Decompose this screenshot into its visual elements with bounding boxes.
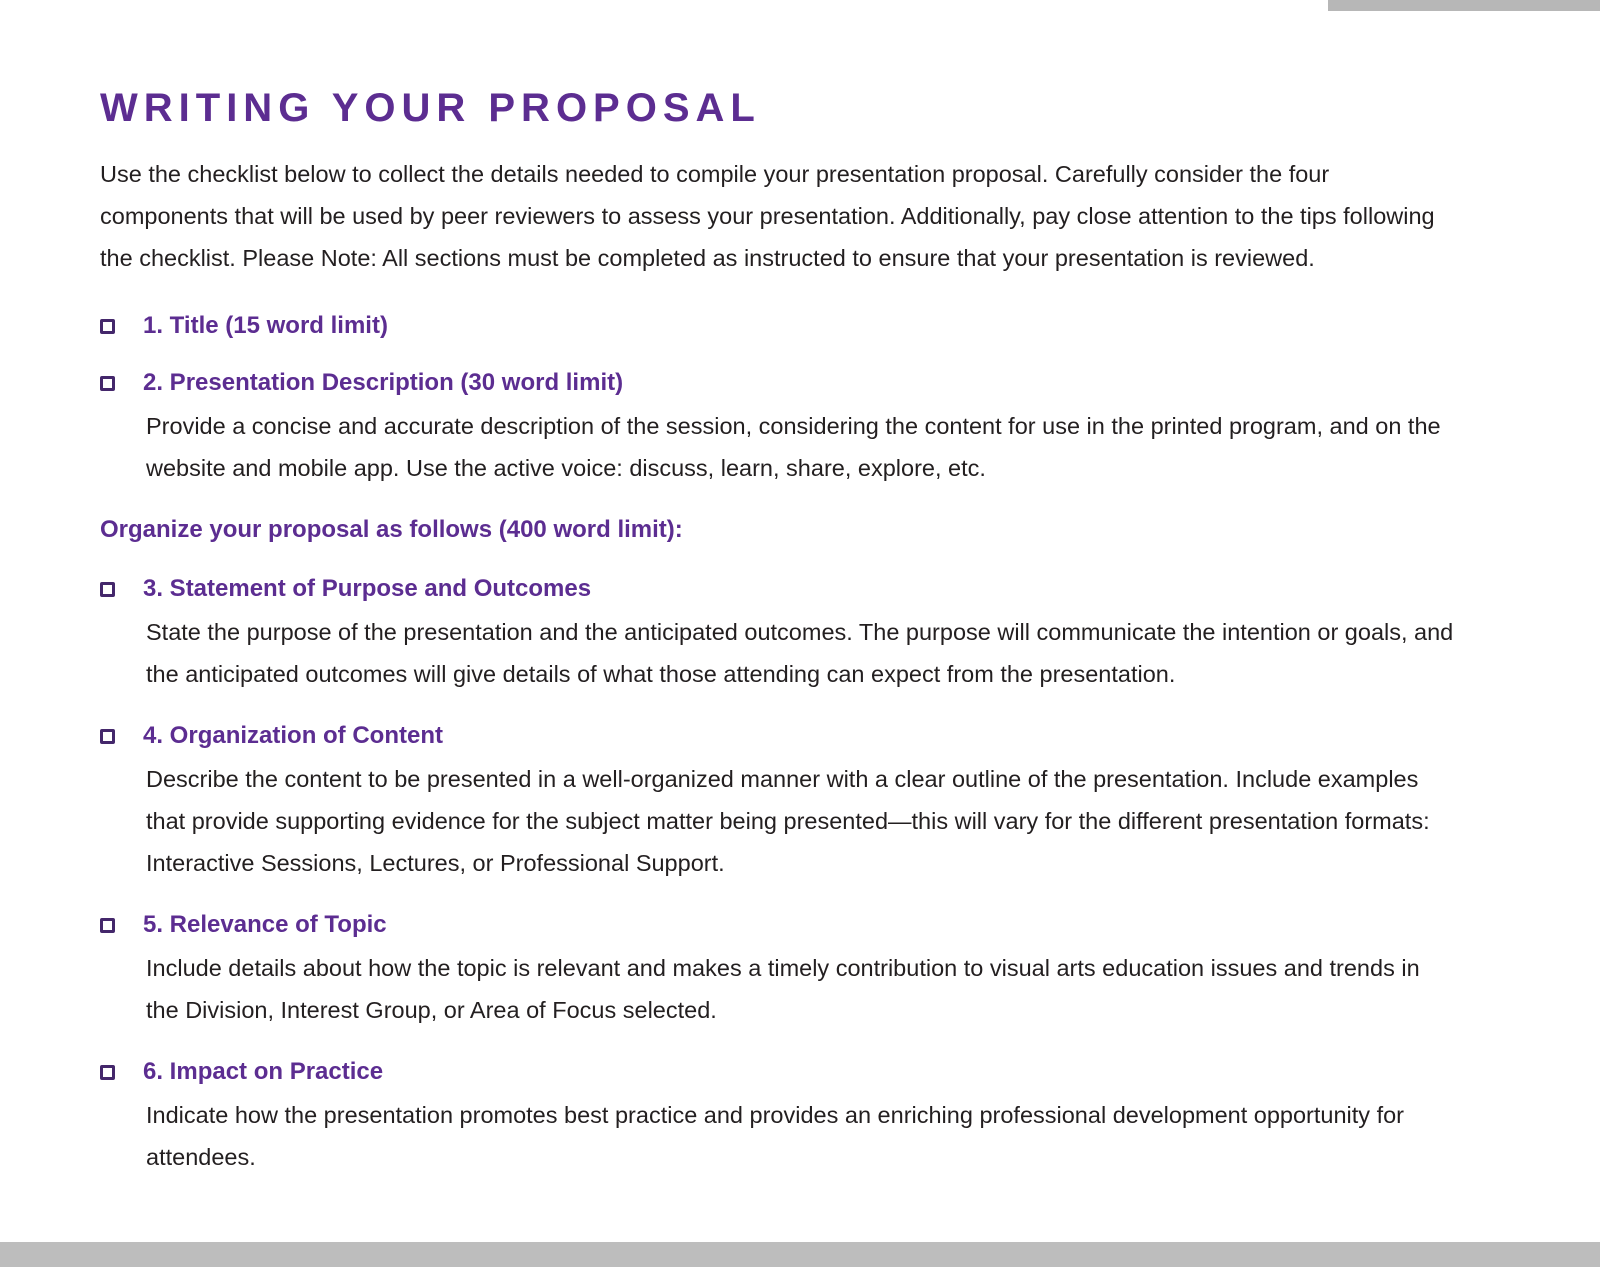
checklist-item-body: Include details about how the topic is relevant and makes a timely contribution to visual arts education issues and trends in the Division, Interest Group, or Area of Focus selected. — [146, 955, 1420, 1023]
intro-paragraph: Use the checklist below to collect the details needed to compile your presentation proposal. Carefully consider the four components that will be used by peer reviewers to assess your presentation. Additionally, pay close attention to the tips following the checklist. Please Note: All sections must be completed as instructed to ensure that your presentation is reviewed. — [100, 161, 1435, 271]
checkbox-icon — [100, 582, 115, 597]
page-title: WRITING YOUR PROPOSAL — [100, 86, 761, 130]
checkbox-icon — [100, 1065, 115, 1080]
checklist-item-title: 4. Organization of Content — [143, 722, 443, 749]
viewer-background-strip-top — [1328, 0, 1600, 11]
checklist-item-title: 3. Statement of Purpose and Outcomes — [143, 575, 592, 602]
checklist-item-body: State the purpose of the presentation and the anticipated outcomes. The purpose will communicate the intention or goals, and the anticipated outcomes will give details of what those attending can expect from the presentation. — [146, 619, 1454, 687]
checklist-item — [100, 572, 1455, 695]
checklist-item — [100, 1055, 1455, 1178]
checkbox-icon — [100, 918, 115, 933]
viewer-background-strip-bottom — [0, 1242, 1600, 1267]
checkbox-icon — [100, 319, 115, 334]
checklist-item-title: 2. Presentation Description (30 word limit) — [143, 369, 624, 396]
checklist-item-body: Indicate how the presentation promotes best practice and provides an enriching professional development opportunity for attendees. — [146, 1102, 1405, 1170]
checklist-item — [100, 309, 1455, 342]
checklist-item-body: Provide a concise and accurate description of the session, considering the content for use in the printed program, and on the website and mobile app. Use the active voice: discuss, learn, share, explore, etc. — [146, 413, 1441, 481]
checklist-item-title: 1. Title (15 word limit) — [143, 312, 388, 339]
document-content — [100, 86, 1455, 1202]
checklist-item — [100, 719, 1455, 884]
checklist-item — [100, 366, 1455, 489]
checklist-item — [100, 908, 1455, 1031]
checkbox-icon — [100, 376, 115, 391]
checklist-item-title: 6. Impact on Practice — [143, 1058, 384, 1085]
checklist-item-title: 5. Relevance of Topic — [143, 911, 387, 938]
checklist-item-body: Describe the content to be presented in a well-organized manner with a clear outline of the presentation. Include examples that provide supporting evidence for the subject matter being presented—this will vary for the different presentation formats: Interactive Sessions, Lectures, or Professional Support. — [146, 766, 1430, 876]
organize-heading: Organize your proposal as follows (400 word limit): — [100, 516, 683, 543]
checkbox-icon — [100, 729, 115, 744]
